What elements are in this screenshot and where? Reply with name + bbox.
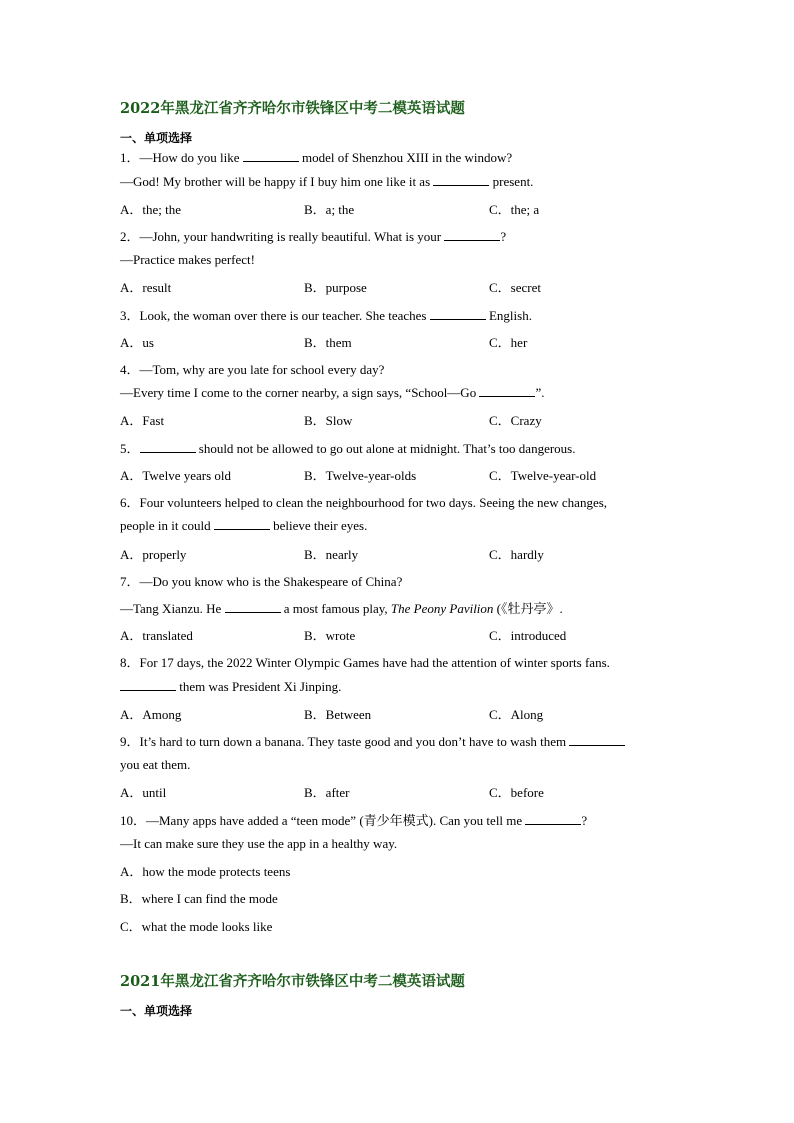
- question-7-line-1: 7．—Do you know who is the Shakespeare of China?: [120, 574, 403, 589]
- option-a: A．properly: [120, 547, 187, 562]
- question-6-line-1: 6．Four volunteers helped to clean the neighbourhood for two days. Seeing the new changes,: [120, 495, 608, 510]
- answer-blank: [430, 309, 486, 320]
- option-c: C．introduced: [489, 628, 567, 643]
- option-c: C．before: [489, 785, 544, 800]
- option-a: A．until: [120, 785, 167, 800]
- question-10-line-2: —It can make sure they use the app in a healthy way.: [120, 836, 398, 851]
- answer-blank: [433, 175, 489, 186]
- option-c: C．Crazy: [489, 413, 542, 428]
- option-b: B．where I can find the mode: [120, 891, 278, 906]
- option-c: C．secret: [489, 280, 541, 295]
- question-9-line-2: you eat them.: [120, 757, 191, 772]
- option-a: A．Among: [120, 707, 182, 722]
- question-7-line-2: —Tang Xianzu. He a most famous play, The Peony Pavilion (《牡丹亭》.: [120, 601, 563, 616]
- answer-blank: [444, 230, 500, 241]
- question-3-line-1: 3．Look, the woman over there is our teacher. She teaches English.: [120, 308, 532, 323]
- question-4-line-2: —Every time I come to the corner nearby, a sign says, “School—Go ”.: [120, 385, 545, 400]
- question-6-line-2: people in it could believe their eyes.: [120, 518, 368, 533]
- option-c: C．what the mode looks like: [120, 919, 273, 934]
- option-a: A．Fast: [120, 413, 165, 428]
- answer-blank: [569, 735, 625, 746]
- option-b: B．Between: [304, 707, 372, 722]
- option-b: B．Twelve-year-olds: [304, 468, 417, 483]
- section-heading: 一、单项选择: [120, 131, 193, 145]
- answer-blank: [214, 519, 270, 530]
- answer-blank: [479, 386, 535, 397]
- exam-title-2021: 2021年黑龙江省齐齐哈尔市铁锋区中考二模英语试题: [120, 973, 465, 990]
- question-1-line-1: 1．—How do you like model of Shenzhou XIII in the window?: [120, 150, 513, 165]
- question-8-line-2: them was President Xi Jinping.: [120, 679, 341, 695]
- option-b: B．them: [304, 335, 352, 350]
- question-5-line-1: 5． should not be allowed to go out alone at midnight. That’s too dangerous.: [120, 441, 576, 456]
- exam-title-2022: 2022年黑龙江省齐齐哈尔市铁锋区中考二模英语试题: [120, 100, 465, 117]
- option-b: B．a; the: [304, 202, 355, 217]
- option-c: C．Twelve-year-old: [489, 468, 597, 483]
- option-c: C．Along: [489, 707, 544, 722]
- question-10-line-1: 10．—Many apps have added a “teen mode” (青少年模式). Can you tell me ?: [120, 813, 588, 828]
- option-a: A．the; the: [120, 202, 182, 217]
- question-4-line-1: 4．—Tom, why are you late for school every day?: [120, 362, 385, 377]
- option-a: A．Twelve years old: [120, 468, 232, 483]
- answer-blank: [120, 680, 176, 691]
- answer-blank: [140, 442, 196, 453]
- answer-blank: [225, 602, 281, 613]
- option-a: A．result: [120, 280, 172, 295]
- question-2-line-1: 2．—John, your handwriting is really beautiful. What is your ?: [120, 229, 507, 244]
- option-c: C．hardly: [489, 547, 544, 562]
- option-b: B．purpose: [304, 280, 367, 295]
- option-c: C．her: [489, 335, 528, 350]
- option-a: A．us: [120, 335, 154, 350]
- answer-blank: [525, 814, 581, 825]
- option-b: B．after: [304, 785, 350, 800]
- option-a: A．how the mode protects teens: [120, 864, 291, 879]
- question-9-line-1: 9．It’s hard to turn down a banana. They taste good and you don’t have to wash them: [120, 731, 625, 750]
- question-2-line-2: —Practice makes perfect!: [120, 252, 255, 267]
- question-1-line-2: —God! My brother will be happy if I buy him one like it as present.: [120, 174, 534, 189]
- option-a: A．translated: [120, 628, 193, 643]
- section-heading: 一、单项选择: [120, 1004, 193, 1018]
- answer-blank: [243, 151, 299, 162]
- option-b: B．wrote: [304, 628, 356, 643]
- play-title: The Peony Pavilion: [390, 601, 494, 616]
- option-b: B．nearly: [304, 547, 359, 562]
- option-b: B．Slow: [304, 413, 353, 428]
- option-c: C．the; a: [489, 202, 540, 217]
- question-8-line-1: 8．For 17 days, the 2022 Winter Olympic Games have had the attention of winter sports fans.: [120, 655, 610, 670]
